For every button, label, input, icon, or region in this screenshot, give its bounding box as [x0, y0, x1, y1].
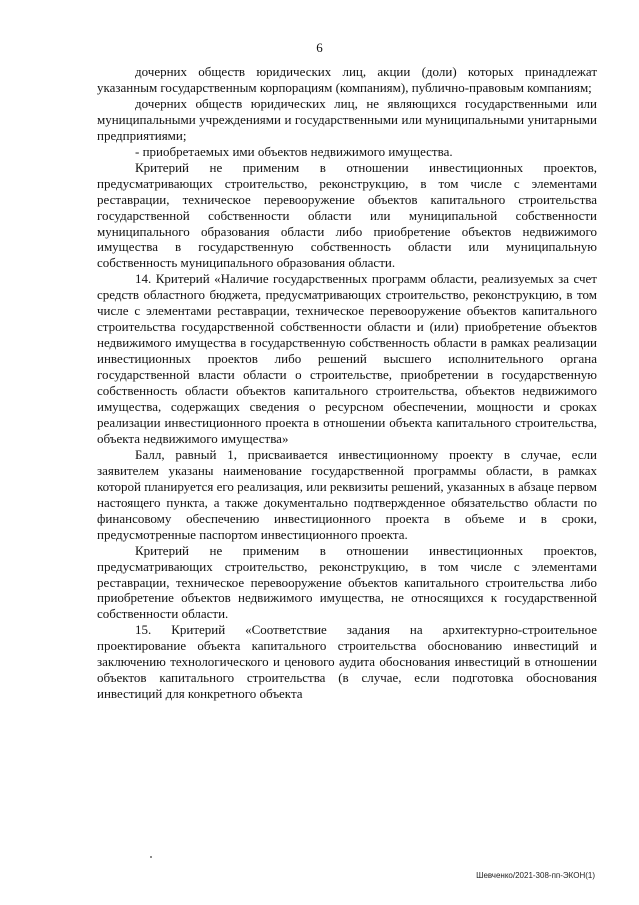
paragraph: Критерий не применим в отношении инвестиционных проектов, предусматривающих строительство, реконструкцию, в том числе с элементами реставрации, техническое перевооружение объектов капитального строительства либо приобретение объектов недвижимого имущества, не относящихся к государственной собственности области. [97, 542, 597, 622]
scan-dot [150, 856, 152, 858]
paragraph: Критерий не применим в отношении инвестиционных проектов, предусматривающих строительство, реконструкцию, в том числе с элементами реставрации, техническое перевооружение объектов капитального строительства государственной собственности области или муниципальной собственности муниципального образования области либо приобретение объектов недвижимого имущества в государственную собственность области или муниципальную собственность муниципального образования области. [97, 159, 597, 271]
paragraph: 14. Критерий «Наличие государственных программ области, реализуемых за счет средств областного бюджета, предусматривающих строительство, реконструкцию, в том числе с элементами реставрации, техническое перевооружение объектов капитального строительства государственной собственности области и (или) приобретение объектов недвижимого имущества в государственную собственность области в рамках реализации инвестиционных проектов либо решений высшего исполнительного органа государственной власти области о строительстве, приобретении в государственную собственность области объектов капитального строительства, объектов недвижимого имущества, содержащих сведения о ресурсном обеспечении, мощности и сроках реализации инвестиционного проекта в отношении объекта капитального строительства, объекта недвижимого имущества» [97, 271, 597, 446]
paragraph: Балл, равный 1, присваивается инвестиционному проекту в случае, если заявителем указаны наименование государственной программы области, в рамках которой планируется его реализация, или реквизиты решений, указанных в абзаце первом настоящего пункта, а также документально подтвержденное обязательство области по финансовому обеспечению инвестиционного проекта в объеме и в сроки, предусмотренные паспортом инвестиционного проекта. [97, 446, 597, 542]
document-footer-code: Шевченко/2021-308-пп-ЭКОН(1) [476, 871, 595, 880]
paragraph: 15. Критерий «Соответствие задания на архитектурно-строительное проектирование объекта капитального строительства обоснованию инвестиций и заключению технологического и ценового аудита обоснования инвестиций в отношении объектов капитального строительства (в случае, если подготовка обоснования инвестиций для конкретного объекта [97, 622, 597, 702]
document-body [97, 64, 597, 702]
paragraph: дочерних обществ юридических лиц, не являющихся государственными или муниципальными учреждениями и государственными или муниципальными унитарными предприятиями; [97, 95, 597, 143]
paragraph: - приобретаемых ими объектов недвижимого имущества. [135, 143, 453, 159]
paragraph: дочерних обществ юридических лиц, акции (доли) которых принадлежат указанным государственным корпорациям (компаниям), публично-правовым компаниям; [97, 64, 597, 95]
page-number: 6 [316, 40, 323, 55]
